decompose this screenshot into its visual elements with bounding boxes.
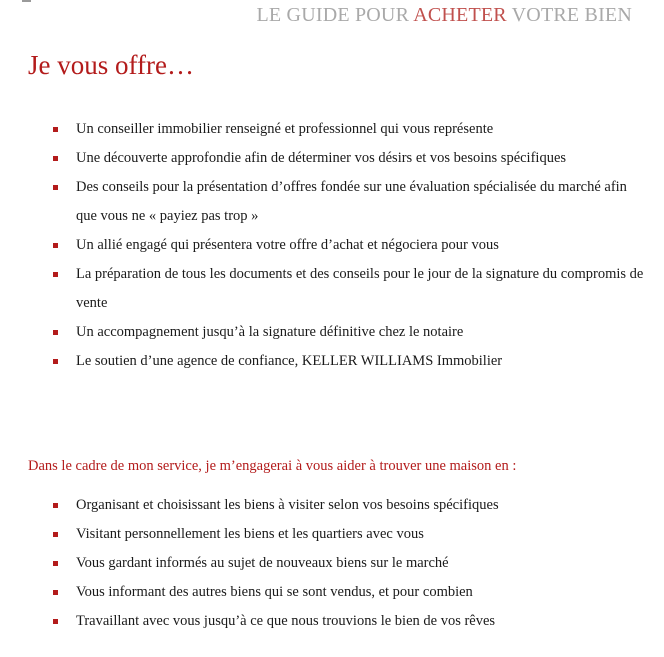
list-item: [0, 260, 664, 318]
list-item-text: Un allié engagé qui présentera votre offre d’achat et négociera pour vous: [76, 237, 499, 253]
list-item: [0, 318, 664, 347]
list-item: [0, 144, 664, 173]
list-item: [0, 607, 664, 636]
square-bullet-icon: [53, 532, 58, 537]
corner-mark: [22, 0, 31, 2]
service-heading: Dans le cadre de mon service, je m’engagerai à vous aider à trouver une maison en :: [28, 458, 517, 474]
list-item-text: Des conseils pour la présentation d’offres fondée sur une évaluation spécialisée du marché afin que vous ne « payiez pas trop »: [76, 179, 627, 224]
list-item-text: Un conseiller immobilier renseigné et professionnel qui vous représente: [76, 121, 494, 137]
list-item: [0, 520, 664, 549]
list-item: [0, 231, 664, 260]
list-item-text: Un accompagnement jusqu’à la signature définitive chez le notaire: [76, 324, 464, 340]
header-text-end: VOTRE BIEN: [506, 4, 632, 26]
square-bullet-icon: [53, 243, 58, 248]
list-item-text: Vous informant des autres biens qui se sont vendus, et pour combien: [76, 584, 473, 600]
list-item-text: La préparation de tous les documents et des conseils pour le jour de la signature du compromis de vente: [76, 266, 644, 311]
list-item-text: Organisant et choisissant les biens à visiter selon vos besoins spécifiques: [76, 497, 499, 513]
square-bullet-icon: [53, 590, 58, 595]
list-item: [0, 173, 664, 231]
square-bullet-icon: [53, 127, 58, 132]
list-item-text: Une découverte approfondie afin de déterminer vos désirs et vos besoins spécifiques: [76, 150, 567, 166]
square-bullet-icon: [53, 619, 58, 624]
square-bullet-icon: [53, 156, 58, 161]
list-item-text: Le soutien d’une agence de confiance, KELLER WILLIAMS Immobilier: [76, 353, 503, 369]
page-title: Je vous offre…: [28, 50, 194, 80]
offers-list: [0, 115, 664, 376]
square-bullet-icon: [53, 503, 58, 508]
page-header: [257, 4, 632, 27]
list-item: [0, 578, 664, 607]
list-item: [0, 549, 664, 578]
list-item-text: Vous gardant informés au sujet de nouveaux biens sur le marché: [76, 555, 449, 571]
list-item-text: Travaillant avec vous jusqu’à ce que nous trouvions le bien de vos rêves: [76, 613, 496, 629]
list-item: [0, 491, 664, 520]
square-bullet-icon: [53, 185, 58, 190]
list-item-text: Visitant personnellement les biens et les quartiers avec vous: [76, 526, 424, 542]
square-bullet-icon: [53, 359, 58, 364]
list-item: [0, 347, 664, 376]
header-text-accent: ACHETER: [413, 4, 507, 26]
list-item: [0, 115, 664, 144]
square-bullet-icon: [53, 330, 58, 335]
square-bullet-icon: [53, 272, 58, 277]
square-bullet-icon: [53, 561, 58, 566]
header-text-start: LE GUIDE POUR: [256, 4, 414, 26]
services-list: [0, 491, 664, 636]
